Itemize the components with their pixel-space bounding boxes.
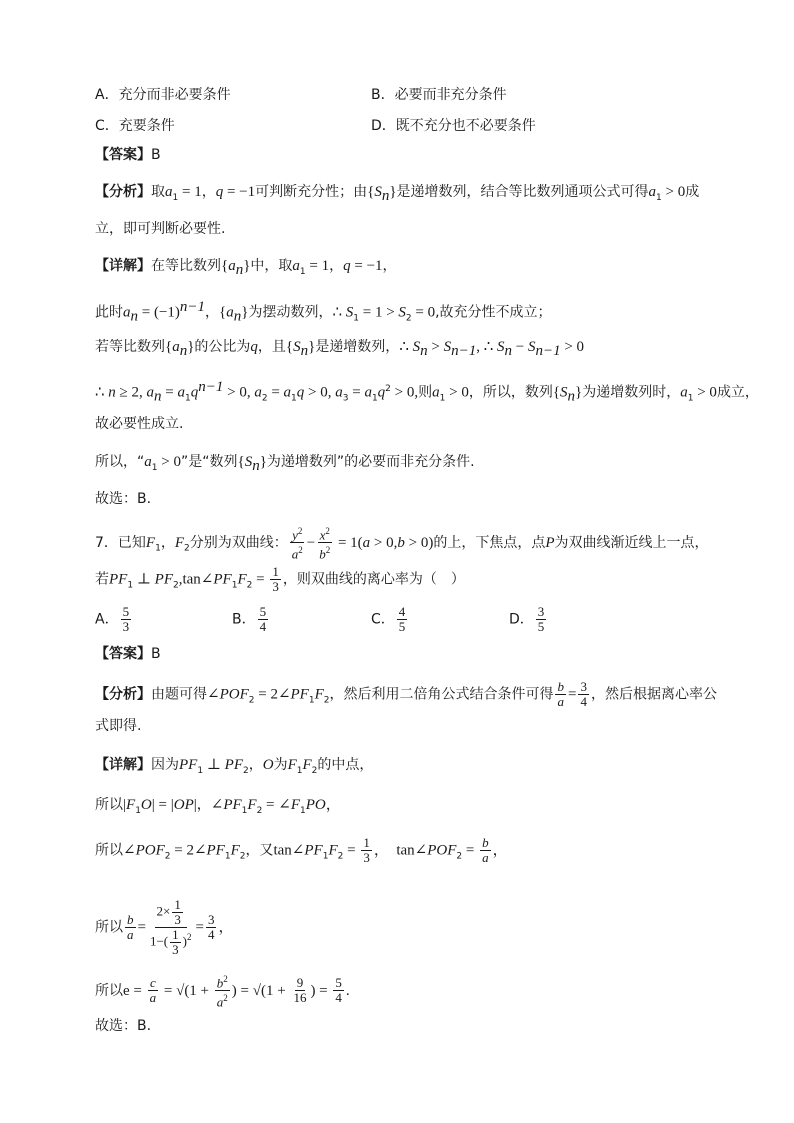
q7-option-b: B． $\frac{5}{4}$ [232, 604, 267, 634]
analysis-line-1: 【分析】取$a_1 = 1$，q = −1可判断充分性；由$\{S_n\}$是递增数列，结合等比数列通项公式可得$a_1 > 0$成 [95, 184, 700, 204]
q7-stem-1: 7．已知$F_1$，$F_2$分别为双曲线： $\frac{y^2}{a^2}$ − $\frac{x^2}{b^2}$ = 1(a > 0,b > 0)的上，下焦点，点P为双曲线渐近线上一点， [95, 526, 709, 562]
q7-detail-line-3: 所以$\angle POF_2$ = $2\angle PF_1F_2$，又$\tan\angle PF_1F_2$ = $\frac{1}{3}$ ， $\tan\angle POF_2$ = $\frac{b}{a}$ ， [95, 835, 508, 865]
answer-label: 【答案】 [95, 147, 151, 163]
analysis-line-2: 立，即可判断必要性. [95, 221, 226, 237]
q7-option-a: A． $\frac{5}{3}$ [95, 604, 130, 634]
q7-option-d: D． $\frac{3}{5}$ [509, 604, 545, 634]
analysis-label: 【分析】 [95, 184, 151, 200]
choose-line-q6: 故选：B. [95, 491, 152, 507]
detail-line-4: ∴ n ≥ 2, $a_n = a_1q^{n-1} > 0$, $a_2 = a_1q > 0$, $a_3 = a_1q^2 > 0$,则$a_1 > 0$，所以，数列$\{S_n\}$为递增数列时，$a_1 > 0$成立， [95, 379, 759, 405]
option-d: D．既不充分也不必要条件 [371, 118, 536, 134]
choose-line-q7: 故选：B. [95, 1018, 152, 1034]
detail-label: 【详解】 [95, 258, 151, 274]
detail-line-1: 【详解】在等比数列$\{a_n\}$中，取$a_1 = 1$，q = −1， [95, 258, 397, 278]
q7-answer-line: 【答案】B [95, 646, 161, 662]
detail-line-5: 故必要性成立. [95, 416, 184, 432]
answer-line [95, 145, 161, 165]
q7-detail-line-5: 所以e = $\frac{c}{a}$ = √(1 + $\frac{b^2}{a^2}$ ) = √(1 + $\frac{9}{16}$ ) = $\frac{5}{4}$ . [95, 974, 350, 1010]
q7-analysis-line-2: 式即得. [95, 718, 142, 734]
q7-analysis-line-1: 【分析】由题可得$\angle POF_2$ = $2\angle PF_1F_2$，然后利用二倍角公式结合条件可得 $\frac{b}{a}$ = $\frac{3}{4}$ ，然后根据离心率公 [95, 679, 717, 709]
detail-line-6: 所以，“$a_1 > 0$”是“数列$\{S_n\}$为递增数列”的必要而非充分条件. [95, 454, 475, 474]
option-b: B．必要而非充分条件 [371, 87, 507, 103]
q7-option-c: C． $\frac{4}{5}$ [371, 604, 406, 634]
detail-line-2: 此时$a_n = (-1)^{n-1}$，$\{a_n\}$为摆动数列，∴ $S_1 = 1 > S_2 = 0$,故充分性不成立； [95, 299, 552, 325]
q7-detail-line-4: 所以 $\frac{b}{a}$ = 2× $\frac{1}{3}$ 1−( $\frac{1}{3}$ )$^2$ = $\frac{3}{4}$ ， [95, 897, 234, 957]
answer-value: B [151, 147, 161, 163]
q7-detail-line-2: 所以$|F_1O| = |OP|$，$\angle PF_1F_2$ = $\angle F_1PO$， [95, 797, 341, 816]
detail-line-3: 若等比数列$\{a_n\}$的公比为q，且$\{S_n\}$是递增数列，∴ $S_n > S_{n-1}$, ∴ $S_n - S_{n-1} > 0$ [95, 339, 585, 359]
option-c: C．充要条件 [95, 118, 175, 134]
q7-detail-line-1: 【详解】因为$PF_1$ ⊥ $PF_2$，O为$F_1F_2$的中点， [95, 757, 374, 776]
q7-stem-2: 若$PF_1$ ⊥ $PF_2,\tan\angle PF_1F_2$ = $\frac{1}{3}$ ，则双曲线的离心率为（ ） [95, 564, 465, 594]
option-a: A．充分而非必要条件 [95, 87, 231, 103]
